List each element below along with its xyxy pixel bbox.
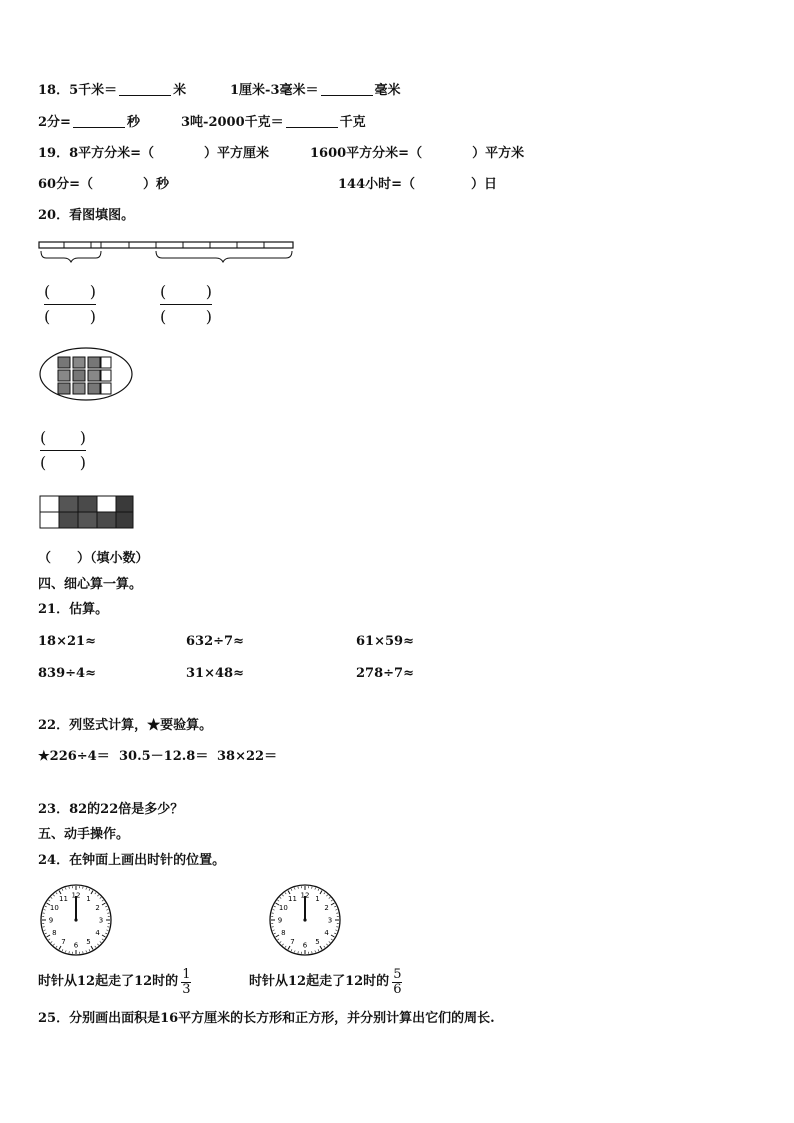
clock-tick xyxy=(102,900,104,901)
clock-tick xyxy=(56,946,57,948)
clock-tick xyxy=(89,889,90,891)
fraction-numerator: 1 xyxy=(182,966,191,982)
clock-tick xyxy=(86,888,87,890)
clock-tick xyxy=(51,941,52,942)
fraction-numerator: 5 xyxy=(393,966,402,982)
clock-tick xyxy=(65,888,66,890)
clock-tick xyxy=(329,941,330,942)
shaded-grid-figure xyxy=(38,494,138,530)
q18-b-pre: 1厘米-3毫米＝ xyxy=(230,83,319,98)
q19-b-post: ）平方米 xyxy=(472,146,525,161)
clock-tick xyxy=(95,892,96,894)
clock-tick xyxy=(324,946,325,948)
clock-tick xyxy=(282,944,283,945)
q18-line2b xyxy=(181,115,366,131)
clock-number: 8 xyxy=(52,929,57,937)
q19-a-post: ）平方厘米 xyxy=(204,146,270,161)
clock-tick xyxy=(44,930,46,931)
fraction-answer-2[interactable]: ( ) ( ) xyxy=(160,282,212,326)
clock-tick xyxy=(320,891,322,894)
clock-tick xyxy=(100,897,101,898)
q21-item: 18×21≈ xyxy=(38,634,96,649)
clock-tick xyxy=(105,933,107,934)
q19-d-pre: 144小时=（ xyxy=(338,177,416,192)
clock-tick xyxy=(48,900,50,901)
clock-tick xyxy=(53,944,54,945)
clock-tick xyxy=(335,930,337,931)
clock-tick xyxy=(59,946,61,949)
clock-tick xyxy=(285,892,286,894)
q21-item: 632÷7≈ xyxy=(186,634,244,649)
q19-line1 xyxy=(38,146,269,162)
fraction-answer-1[interactable]: ( ) ( ) xyxy=(44,282,96,326)
answer-blank[interactable] xyxy=(321,83,373,96)
clock-tick xyxy=(315,888,316,890)
clock-tick xyxy=(59,891,61,894)
q18-line1 xyxy=(38,83,186,99)
clock-tick xyxy=(334,906,336,907)
fraction-denominator: 3 xyxy=(182,981,191,997)
clock-number: 4 xyxy=(95,929,100,937)
q18-a-pre: 18．5千米＝ xyxy=(38,83,118,98)
clock-tick xyxy=(280,941,281,942)
clock-number: 1 xyxy=(86,894,91,903)
fraction-five-sixths xyxy=(392,968,402,997)
q21-item: 839÷4≈ xyxy=(38,666,96,681)
q18-line1b xyxy=(230,83,401,99)
clock-tick xyxy=(105,906,107,907)
q24-title: 24．在钟面上画出时针的位置。 xyxy=(38,853,226,868)
clock-tick xyxy=(102,935,105,937)
q20-title: 20．看图填图。 xyxy=(38,208,135,223)
q19-a-pre: 19．8平方分米=（ xyxy=(38,146,155,161)
clock-center xyxy=(74,918,77,921)
clock-tick xyxy=(294,888,295,890)
q19-c-pre: 60分=（ xyxy=(38,177,93,192)
clock-number: 11 xyxy=(59,894,68,903)
clock-tick xyxy=(56,892,57,894)
clock-number: 12 xyxy=(71,891,81,900)
clock-tick xyxy=(62,949,63,951)
clock-tick xyxy=(334,933,336,934)
section-5-heading: 五、动手操作。 xyxy=(38,827,130,842)
clock-face-icon[interactable] xyxy=(267,882,343,958)
clock-tick xyxy=(53,895,54,896)
clock-tick xyxy=(335,909,337,910)
clock-tick xyxy=(326,944,327,945)
q19-d-post: ）日 xyxy=(471,177,498,192)
clock-number: 11 xyxy=(288,894,297,903)
q21-item: 278÷7≈ xyxy=(356,666,414,681)
clock-number: 2 xyxy=(324,904,329,912)
clock-tick xyxy=(324,892,325,894)
clock-tick xyxy=(45,906,47,907)
clock-number: 5 xyxy=(315,938,320,947)
q24-caption-2-text: 时针从12起走了12时的 xyxy=(249,974,390,989)
q18-d-post: 千克 xyxy=(339,115,366,130)
clock-tick xyxy=(291,889,292,891)
clock-number: 6 xyxy=(73,941,79,950)
clock-tick xyxy=(273,930,275,931)
clock-tick xyxy=(45,933,47,934)
clock-number: 2 xyxy=(95,904,100,912)
clock-tick xyxy=(65,950,66,952)
q25-text: 25．分别画出面积是16平方厘米的长方形和正方形，并分别计算出它们的周长. xyxy=(38,1011,495,1026)
clock-tick xyxy=(318,949,319,951)
q22-item: 38×22＝ xyxy=(217,749,278,764)
clock-tick xyxy=(274,933,276,934)
clock-number: 3 xyxy=(98,916,104,925)
clock-tick xyxy=(282,895,283,896)
q18-c-pre: 2分= xyxy=(38,115,71,130)
clock-number: 3 xyxy=(327,916,333,925)
clock-number: 7 xyxy=(290,938,295,947)
clock-tick xyxy=(102,939,104,940)
clock-tick xyxy=(97,944,98,945)
q24-caption-1-text: 时针从12起走了12时的 xyxy=(38,974,179,989)
q22-title: 22．列竖式计算，★要验算。 xyxy=(38,718,213,733)
clock-tick xyxy=(47,935,50,937)
q23-text: 23．82的22倍是多少？ xyxy=(38,802,184,817)
clock-number: 10 xyxy=(278,904,288,912)
clock-tick xyxy=(106,909,108,910)
q21-item: 31×48≈ xyxy=(186,666,244,681)
clock-number: 12 xyxy=(300,891,310,900)
q18-line2 xyxy=(38,115,140,131)
clock-number: 6 xyxy=(302,941,308,950)
clock-tick xyxy=(331,900,333,901)
clock-tick xyxy=(95,946,96,948)
clock-tick xyxy=(326,895,327,896)
clock-tick xyxy=(89,949,90,951)
clock-tick xyxy=(62,889,63,891)
q19-c-post: ）秒 xyxy=(142,177,169,192)
q19-b-pre: 1600平方分米=（ xyxy=(310,146,423,161)
clock-number: 5 xyxy=(86,938,91,947)
clock-tick xyxy=(315,950,316,952)
q22-item: ★226÷4＝ xyxy=(38,749,110,764)
clock-tick xyxy=(294,950,295,952)
clock-tick xyxy=(44,909,46,910)
segmented-bar-figure xyxy=(36,236,298,266)
clock-tick xyxy=(274,906,276,907)
answer-blank[interactable] xyxy=(119,83,171,96)
clock-number: 9 xyxy=(277,916,283,925)
clock-tick xyxy=(91,891,93,894)
clock-tick xyxy=(91,946,93,949)
clock-tick xyxy=(273,909,275,910)
clock-tick xyxy=(285,946,286,948)
clock-center xyxy=(303,918,306,921)
q18-c-post: 秒 xyxy=(126,115,140,130)
q24-caption-1 xyxy=(38,964,191,1000)
clock-tick xyxy=(331,939,333,940)
oval-grid-figure xyxy=(38,346,136,402)
clock-tick xyxy=(102,903,105,905)
clock-tick xyxy=(277,900,279,901)
q19-line1b xyxy=(310,146,524,162)
answer-blank[interactable] xyxy=(286,115,338,128)
section-4-heading: 四、细心算一算。 xyxy=(38,577,143,592)
clock-tick xyxy=(97,895,98,896)
clock-number: 1 xyxy=(315,894,320,903)
clock-tick xyxy=(100,941,101,942)
clock-tick xyxy=(291,949,292,951)
fraction-one-third xyxy=(181,968,191,997)
clock-number: 7 xyxy=(61,938,66,947)
fraction-answer-3[interactable]: ( ) ( ) xyxy=(40,428,86,472)
clock-tick xyxy=(86,950,87,952)
clock-number: 8 xyxy=(281,929,286,937)
clock-number: 9 xyxy=(48,916,54,925)
clock-number: 10 xyxy=(49,904,59,912)
q19-line2 xyxy=(38,177,169,193)
clock-tick xyxy=(318,889,319,891)
clock-tick xyxy=(331,903,334,905)
clock-tick xyxy=(320,946,322,949)
clock-tick xyxy=(329,897,330,898)
q22-item: 30.5－12.8＝ xyxy=(119,749,209,764)
q21-title: 21．估算。 xyxy=(38,602,109,617)
clock-tick xyxy=(48,939,50,940)
fraction-denominator: 6 xyxy=(393,981,402,997)
clock-tick xyxy=(277,939,279,940)
q18-a-post: 米 xyxy=(173,83,187,98)
clock-number: 4 xyxy=(324,929,329,937)
clock-tick xyxy=(288,946,290,949)
q18-b-post: 毫米 xyxy=(374,83,401,98)
answer-blank[interactable] xyxy=(73,115,125,128)
clock-tick xyxy=(288,891,290,894)
clock-tick xyxy=(106,930,108,931)
clock-tick xyxy=(51,897,52,898)
q18-d-pre: 3吨-2000千克＝ xyxy=(181,115,284,130)
clock-tick xyxy=(331,935,334,937)
clock-tick xyxy=(280,897,281,898)
q21-item: 61×59≈ xyxy=(356,634,414,649)
clock-tick xyxy=(276,935,279,937)
clock-face-icon[interactable] xyxy=(38,882,114,958)
q20-decimal-label: （ ）（填小数） xyxy=(38,551,149,566)
q24-caption-2 xyxy=(249,964,402,1000)
q19-line2b xyxy=(338,177,497,193)
